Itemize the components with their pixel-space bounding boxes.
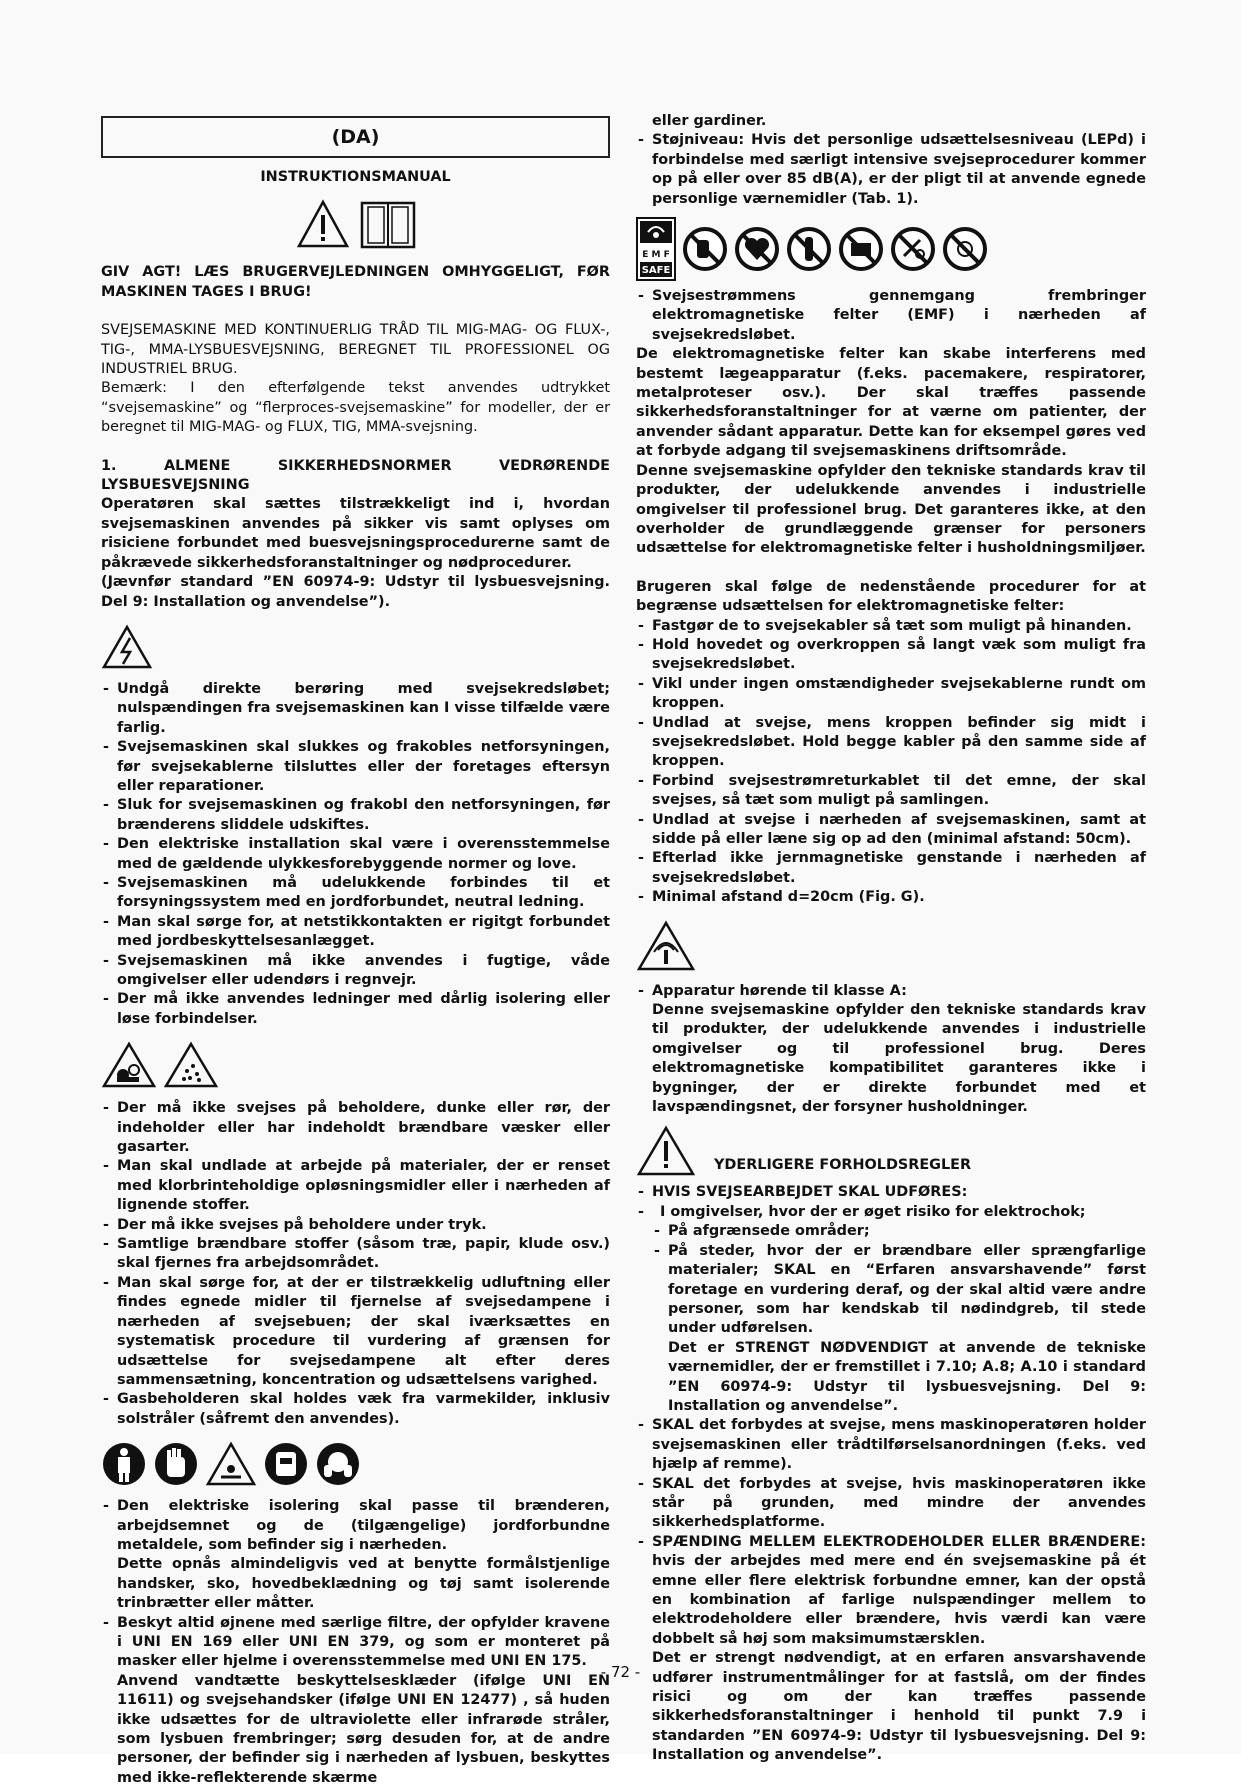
language-box: (DA) — [101, 116, 610, 158]
ppe-note: Anvend vandtætte beskyttelsesklæder (ifølge UNI EN 11611) og svejsehandsker (ifølge UNI EN 12477) , så huden ikke udsættes for de ultraviolette eller infrarøde stråler, som lysbuen frembringer; sørg desuden for, at de andre personer, der befinder sig i nærheden af lysbuen, beskyttes med ikke-reflekterende skærme — [117, 1672, 610, 1786]
list-item: - På steder, hvor der er brændbare eller sprængfarlige materialer; SKAL en “Erfaren ansvarshavende” først foretage en vurdering deraf, og der skal altid være andre personer, som har kendskab til nødindgreb, til stede under udførelsen. — [636, 1242, 1146, 1339]
list-item: - Svejsemaskinen må ikke anvendes i fugtige, våde omgivelser eller udendørs i regnvejr. — [101, 952, 610, 991]
no-watch-icon — [942, 226, 988, 272]
section-1-reference: (Jævnfør standard ”EN 60974-9: Udstyr til lysbuesvejsning. Del 9: Installation og anvendelse”). — [101, 574, 610, 610]
section-1-title: 1. ALMENE SIKKERHEDSNORMER VEDRØRENDE LYSBUESVEJSNING — [101, 457, 610, 494]
list-item: - Gasbeholderen skal holdes væk fra varmekilder, inklusiv solstråler (såfremt den anvendes). — [101, 1390, 610, 1429]
list-item: - SKAL det forbydes at svejse, mens maskinoperatøren holder svejsemaskinen eller trådtilførselsanordningen (f.eks. ved hjælp af remme). — [636, 1416, 1146, 1474]
list-item: - Man skal sørge for, at netstikkontakten er rigitgt forbundet med jordbeskyttelsesanlægget. — [101, 913, 610, 952]
no-tools-icon — [890, 226, 936, 272]
class-a-text: Denne svejsemaskine opfylder den tekniske standards krav til produkter, der udelukkende anvendes i industrielle omgivelser og til professionel brug. Deres elektromagnetiske kompatibilitet garanteres ikke i bygninger, der er direkte forbundet med et lavspændingsnet, der forsyner husholdninger. — [652, 1002, 1146, 1116]
emf-item: - Svejsestrømmens gennemgang frembringer elektromagnetiske felter (EMF) i nærheden af svejsekredsløbet. — [636, 287, 1146, 345]
manual-title: INSTRUKTIONSMANUAL — [260, 169, 451, 185]
ear-protection-icon — [315, 1441, 361, 1487]
list-item: - Forbind svejsestrømreturkablet til det emne, der skal svejses, så tæt som muligt på samlingen. — [636, 772, 1146, 811]
emf-icon-row — [636, 217, 1146, 281]
noise-item: - Støjniveau: Hvis det personlige udsættelsesniveau (LEPd) i forbindelse med særligt intensive svejseprocedurer kommer op på eller over 85 dB(A), er der pligt til at anvende egnede personlige værnemidler (Tab. 1). — [636, 131, 1146, 209]
list-item: - SKAL det forbydes at svejse, hvis maskinoperatøren ikke står på grunden, med mindre der anvendes sikkerhedsplatforme. — [636, 1475, 1146, 1533]
user-procedures-list — [636, 617, 1146, 908]
list-item: - Hold hovedet og overkroppen så langt væk som muligt fra svejsekredsløbet. — [636, 636, 1146, 675]
emf-safe-icon — [636, 217, 676, 281]
list-item: - Vikl under ingen omstændigheder svejsekablerne rundt om kroppen. — [636, 675, 1146, 714]
electric-hazard-list — [101, 680, 610, 1029]
fire-hazard-icon-row — [101, 1041, 610, 1089]
explosion-hazard-icon — [101, 1041, 157, 1089]
list-item: - Samtlige brændbare stoffer (såsom træ, papir, klude osv.) skal fjernes fra arbejdsområdet. — [101, 1235, 610, 1274]
extra-heading: - HVIS SVEJSEARBEJDET SKAL UDFØRES: — [636, 1183, 1146, 1202]
no-pacemaker-icon — [734, 226, 780, 272]
list-item: - Der må ikke anvendes ledninger med dårlig isolering eller løse forbindelser. — [101, 990, 610, 1029]
list-item: - Fastgør de to svejsekabler så tæt som muligt på hinanden. — [636, 617, 1146, 636]
left-column — [101, 112, 610, 1788]
uv-radiation-warning-icon — [205, 1441, 257, 1487]
list-item: - SPÆNDING MELLEM ELEKTRODEHOLDER ELLER BRÆNDERE: hvis der arbejdes med mere end én svejsemaskine på ét emne eller flere elektrisk forbundne emner, kan der opstå en kombination af farlige nulspændinger mellem to elektrodeholdere eller brændere, hvis værdi kan være dobbelt så høj som maksimumstærsklen. — [636, 1533, 1146, 1649]
list-item: - Man skal undlade at arbejde på materialer, der er renset med klorbrinteholdige opløsningsmidler eller i nærheden af lignende stoffer. — [101, 1157, 610, 1215]
warning-triangle-icon — [296, 199, 350, 249]
welding-mask-icon — [263, 1441, 309, 1487]
ppe-icon-row — [101, 1441, 610, 1487]
ppe-note: Dette opnås almindeligvis ved at benytte formålstjenlige handsker, sko, hovedbeklædning og tøj samt isolerende trinbrætter eller måtter. — [117, 1556, 610, 1612]
no-metal-implant-icon — [786, 226, 832, 272]
list-item: - Den elektriske isolering skal passe til brænderen, arbejdsemnet og de (tilgængelige) jordforbundne metaldele, som befinder sig i nærheden. — [101, 1497, 610, 1555]
non-ionizing-radiation-icon — [636, 920, 696, 972]
terminology-note: Bemærk: I den efterfølgende tekst anvendes udtrykket “svejsemaskine” og “flerproces-svejsemaskine” for modeller, der er beregnet til MIG-MAG- og FLUX, TIG, MMA-svejsning. — [101, 380, 610, 436]
list-item: - Man skal sørge for, at der er tilstrækkelig udluftning eller findes egnede midler til fjernelse af svejsedampene i nærheden af svejsebuen; der skal iværksættes en systematisk procedure til vurdering af grænsen for udsættelse for svejsedampene alt efter deres sammensætning, koncentration og udsættelsens varighed. — [101, 1274, 610, 1390]
no-electronic-device-icon — [838, 226, 884, 272]
extra-precautions-header — [636, 1125, 1146, 1177]
list-item: - Der må ikke svejses på beholdere, dunke eller rør, der indeholder eller har indeholdt brændbare væsker eller gasarter. — [101, 1099, 610, 1157]
read-manual-warning: GIV AGT! LÆS BRUGERVEJLEDNINGEN OMHYGGELIGT, FØR MASKINEN TAGES I BRUG! — [101, 264, 610, 300]
fire-hazard-list — [101, 1099, 610, 1429]
list-item: - Undlad at svejse i nærheden af svejsemaskinen, samt at sidde på eller læne sig op ad den (minimal afstand: 50cm). — [636, 811, 1146, 850]
extra-note: Det er STRENGT NØDVENDIGT at anvende de tekniske værnemidler, der er fremstillet i 7.10; A.8; A.10 i standard ”EN 60974-9: Udstyr til lysbuesvejsning. Del 9: Installation og anvendelse”. — [668, 1339, 1146, 1414]
warning-icons — [101, 195, 610, 253]
warning-triangle-icon — [636, 1125, 696, 1177]
no-hand-contact-icon — [682, 226, 728, 272]
safe-label: SAFE — [641, 265, 671, 277]
manual-book-icon — [360, 199, 416, 249]
machine-intro: SVEJSEMASKINE MED KONTINUERLIG TRÅD TIL MIG-MAG- OG FLUX-, TIG-, MMA-LYSBUESVEJSNING, BEREGNET TIL PROFESSIONEL OG INDUSTRIEL BRUG. — [101, 322, 610, 378]
fumes-hazard-icon — [163, 1041, 219, 1089]
list-item: - Undlad at svejse, mens kroppen befinder sig midt i svejsekredsløbet. Hold begge kabler på den samme side af kroppen. — [636, 714, 1146, 772]
list-item: - Efterlad ikke jernmagnetiske genstande i nærheden af svejsekredsløbet. — [636, 849, 1146, 888]
electric-shock-icon — [101, 624, 153, 670]
emf-paragraph: Denne svejsemaskine opfylder den tekniske standards krav til produkter, der udelukkende anvendes i industrielle omgivelser til professionel brug. Det garanteres ikke, at den overholder de grundlæggende grænser for personers udsættelse for elektromagnetiske felter i husholdningsmiljøer. — [636, 462, 1146, 557]
list-item: - Undgå direkte berøring med svejsekredsløbet; nulspændingen fra svejsemaskinen kan I visse tilfælde være farlig. — [101, 680, 610, 738]
page-number: - 72 - — [600, 1663, 641, 1681]
list-item: - Den elektriske installation skal være i overensstemmelse med de gældende ulykkesforebyggende normer og love. — [101, 835, 610, 874]
electric-hazard-icon-row — [101, 624, 610, 670]
extra-subheading: - I omgivelser, hvor der er øget risiko for elektrochok; — [636, 1203, 1146, 1222]
final-note: Det er strengt nødvendigt, at en erfaren ansvarshavende udfører instrumentmålinger for at fastslå, om der findes risici og om der kan træffes passende sikkerhedsforanstaltninger i henhold til punkt 7.9 i standarden ”EN 60974-9: Udstyr til lysbuesvejsning. Del 9: Installation og anvendelse”. — [652, 1650, 1146, 1764]
user-procedures-intro: Brugeren skal følge de nedenstående procedurer for at begrænse udsættelsen for elektromagnetiske felter: — [636, 578, 1146, 615]
continued-text: eller gardiner. — [652, 113, 767, 129]
radiation-icon-row — [636, 920, 1146, 972]
list-item: - Der må ikke svejses på beholdere under tryk. — [101, 1216, 610, 1235]
list-item: - Sluk for svejsemaskinen og frakobl den netforsyningen, før brænderens sliddele udskiftes. — [101, 796, 610, 835]
emf-label: E M F — [642, 250, 670, 261]
extra-precautions-title: YDERLIGERE FORHOLDSREGLER — [714, 1156, 972, 1173]
list-item: - På afgrænsede områder; — [636, 1222, 1146, 1241]
list-item: - Svejsemaskinen må udelukkende forbindes til et forsyningssystem med en jordforbundet, neutral ledning. — [101, 874, 610, 913]
emf-paragraph: De elektromagnetiske felter kan skabe interferens med bestemt lægeapparatur (f.eks. pacemakere, respiratorer, metalproteser osv.). Der skal træffes passende sikkerhedsforanstaltninger for at værne om patienter, der anvender sådant apparatur. Dette kan for eksempel gøres ved at forbyde adgang til svejsemaskinens driftsområde. — [636, 346, 1146, 460]
list-item: - Beskyt altid øjnene med særlige filtre, der opfylder kravene i UNI EN 169 eller UNI EN 379, og som er monteret på masker eller hjelme i overensstemmelse med UNI EN 175. — [101, 1614, 610, 1672]
ppe-list — [101, 1497, 610, 1788]
right-column — [636, 112, 1146, 1766]
section-1-text: Operatøren skal sættes tilstrækkeligt ind i, hvordan svejsemaskinen anvendes på sikker vis samt oplyses om risiciene forbundet med buesvejsningsprocedurerne samt de påkrævede sikkerhedsforanstaltninger og nødprocedurer. — [101, 496, 610, 571]
protective-clothing-icon — [101, 1441, 147, 1487]
class-a-item: - Apparatur hørende til klasse A: — [636, 982, 1146, 1001]
list-item: - Minimal afstand d=20cm (Fig. G). — [636, 888, 1146, 907]
list-item: - Svejsemaskinen skal slukkes og frakobles netforsyningen, før svejsekablerne tilsluttes eller der foretages eftersyn eller reparationer. — [101, 738, 610, 796]
gloves-icon — [153, 1441, 199, 1487]
